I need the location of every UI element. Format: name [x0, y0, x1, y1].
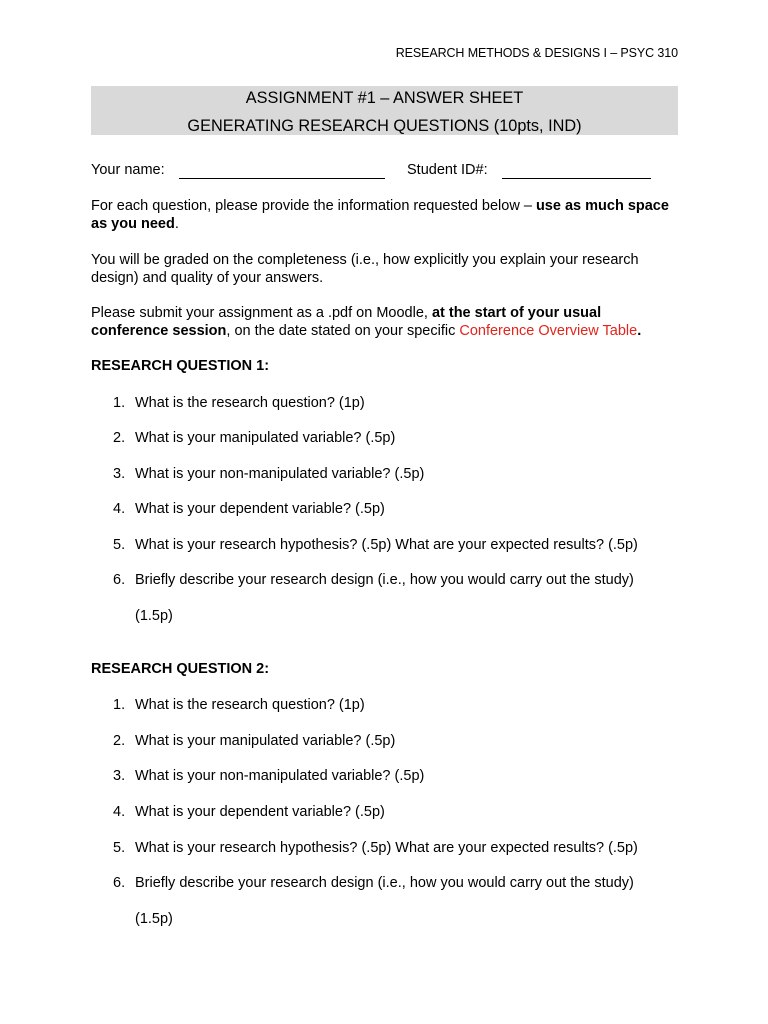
list-item-number: 2.	[113, 430, 126, 446]
instruction-1-bold: use as much space as you need	[91, 198, 669, 232]
list-item-number: 1.	[113, 395, 126, 411]
list-item-number: 6.	[113, 875, 126, 891]
section-heading: RESEARCH QUESTION 2:	[91, 661, 270, 677]
section-heading: RESEARCH QUESTION 1:	[91, 358, 270, 374]
student-info-line	[91, 161, 678, 181]
student-id-blank[interactable]	[502, 178, 651, 179]
conference-overview-link[interactable]: Conference Overview Table	[459, 323, 638, 339]
list-item-text: What is your research hypothesis? (.5p) What are your expected results? (.5p)	[135, 840, 638, 856]
list-item	[91, 696, 678, 714]
instruction-paragraph-3	[91, 304, 676, 340]
list-item-text: What is your non-manipulated variable? (.5p)	[135, 768, 425, 784]
list-item-text: Briefly describe your research design (i.e., how you would carry out the study)	[135, 572, 634, 588]
list-item-text: What is your dependent variable? (.5p)	[135, 804, 385, 820]
instruction-paragraph-2: You will be graded on the completeness (i.e., how explicitly you explain your research design) and quality of your answers.	[91, 252, 639, 286]
list-item-text: What is your non-manipulated variable? (.5p)	[135, 466, 425, 482]
list-item-text: What is your dependent variable? (.5p)	[135, 501, 385, 517]
list-item-text: What is your manipulated variable? (.5p)	[135, 733, 396, 749]
instruction-1-text: For each question, please provide the information requested below –	[91, 198, 536, 214]
list-item-number: 2.	[113, 733, 126, 749]
instruction-3-bold: at the start of your usual conference session	[91, 305, 602, 339]
running-header: RESEARCH METHODS & DESIGNS I – PSYC 310	[395, 46, 678, 60]
list-item	[91, 874, 678, 892]
list-item	[91, 571, 678, 589]
list-item-continuation	[91, 607, 678, 625]
instruction-1-end: .	[174, 216, 179, 232]
list-item-text: What is your manipulated variable? (.5p)	[135, 430, 396, 446]
list-item-number: 3.	[113, 466, 126, 482]
list-item-continuation	[91, 910, 678, 928]
instruction-3-text: Please submit your assignment as a .pdf on Moodle,	[91, 305, 432, 321]
instruction-3-mid: , on the date stated on your specific	[226, 323, 460, 339]
list-item	[91, 394, 678, 412]
title-box	[91, 86, 678, 135]
list-item-number: 3.	[113, 768, 126, 784]
list-item-text: (1.5p)	[135, 911, 173, 927]
list-item-text: Briefly describe your research design (i.e., how you would carry out the study)	[135, 875, 634, 891]
instruction-paragraph-1	[91, 197, 671, 233]
instruction-3-end: .	[637, 323, 642, 339]
list-item	[91, 429, 678, 447]
list-item	[91, 767, 678, 785]
list-item-text: What is your research hypothesis? (.5p) What are your expected results? (.5p)	[135, 537, 638, 553]
list-item-number: 6.	[113, 572, 126, 588]
list-item	[91, 839, 678, 857]
list-item	[91, 536, 678, 554]
list-item-number: 4.	[113, 804, 126, 820]
list-item-text: (1.5p)	[135, 608, 173, 624]
list-item-number: 4.	[113, 501, 126, 517]
list-item	[91, 465, 678, 483]
student-id-label: Student ID#:	[407, 162, 488, 178]
list-item-text: What is the research question? (1p)	[135, 395, 365, 411]
list-item	[91, 500, 678, 518]
list-item	[91, 803, 678, 821]
list-item-number: 5.	[113, 840, 126, 856]
list-item-text: What is the research question? (1p)	[135, 697, 365, 713]
list-item-number: 1.	[113, 697, 126, 713]
list-item-number: 5.	[113, 537, 126, 553]
name-label: Your name:	[91, 162, 165, 178]
title-line-1: ASSIGNMENT #1 – ANSWER SHEET	[245, 89, 524, 107]
list-item	[91, 732, 678, 750]
title-line-2: GENERATING RESEARCH QUESTIONS (10pts, IND)	[187, 117, 582, 135]
name-blank[interactable]	[179, 178, 385, 179]
